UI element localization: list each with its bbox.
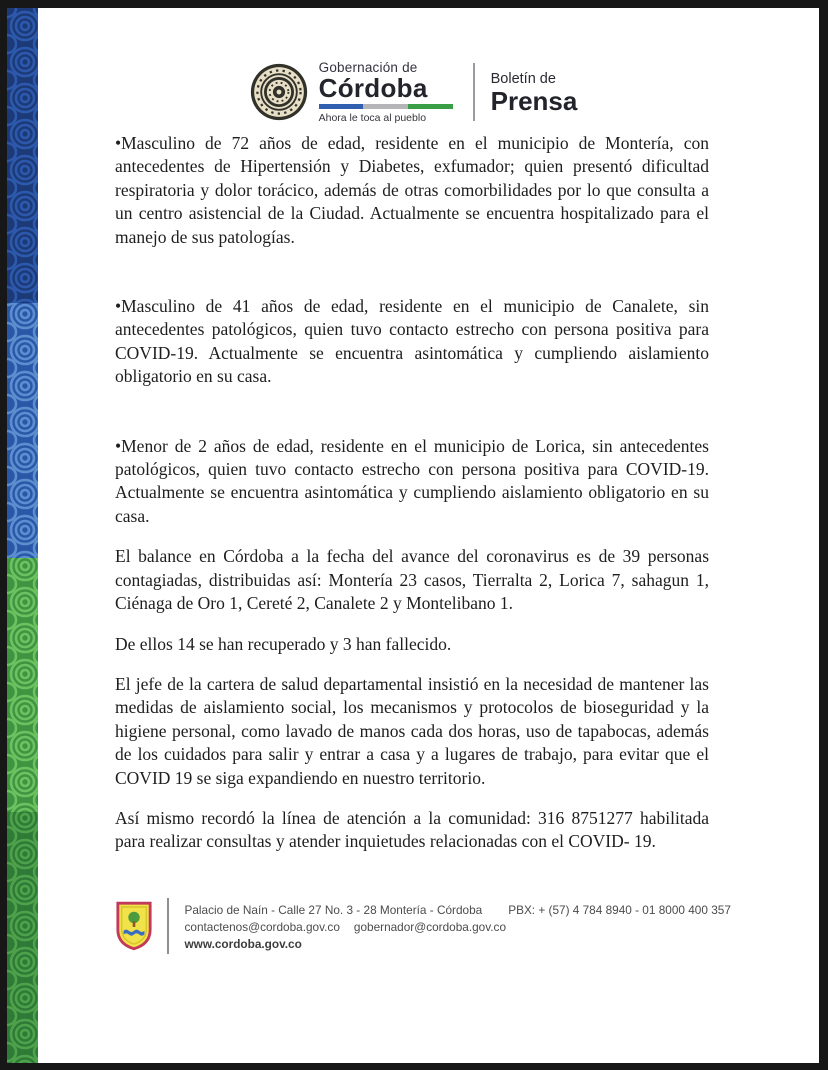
org-line1: Gobernación de [318,60,418,75]
decorative-side-band [7,8,38,1063]
tricolor-green-segment [408,104,453,109]
footer [115,898,819,954]
paragraph-recovered: De ellos 14 se han recuperado y 3 han fallecido. [115,633,452,654]
cordoba-crest-icon [115,900,153,952]
paragraph-balance: El balance en Córdoba a la fecha del avance del coronavirus es de 39 personas contagiadas, distribuidas así: Montería 23 casos, Tierralta 2, Lorica 7, sahagun 1, Ciénaga de Oro 1, Cereté 2, Canalete 2 y Montelibano 1. [115,546,709,614]
header [7,8,819,124]
bulletin-title [491,69,578,115]
governorate-logo [249,60,453,124]
paragraph-case-1: •Masculino de 72 años de edad, residente en el municipio de Montería, con antecedentes de Hipertensión y Diabetes, exfumador; quien presentó dificultad respiratoria y dolor torácico, además de otras comorbilidades por lo que consulta a un centro asistencial de la Ciudad. Actualmente se encuentra hospitalizado para el manejo de sus patologías. [115,133,709,247]
footer-text [185,898,731,953]
org-name: Córdoba [318,73,428,103]
paragraph-hotline: Así mismo recordó la línea de atención a la comunidad: 316 8751277 habilitada para realizar consultas y atender inquietudes relacionadas con el COVID- 19. [115,807,709,852]
org-tagline: Ahora le toca al pueblo [318,112,427,124]
governorate-seal-icon [249,62,309,122]
footer-email-line [185,919,731,936]
document-page [7,8,819,1063]
footer-address-line [185,902,731,919]
footer-email-governor: gobernador@cordoba.gov.co [353,919,506,934]
tricolor-bar [319,104,453,109]
footer-address: Palacio de Naín - Calle 27 No. 3 - 28 Montería - Córdoba [184,902,483,917]
header-divider [473,63,475,121]
paragraph-case-2: •Masculino de 41 años de edad, residente en el municipio de Canalete, sin antecedentes patológicos, quien tuvo contacto estrecho con persona positiva para COVID-19. Actualmente se encuentra asintomática y cumpliendo aislamiento obligatorio en su casa. [115,296,709,387]
document-body [115,132,709,854]
tricolor-blue-segment [319,104,364,109]
paragraph-case-3: •Menor de 2 años de edad, residente en el municipio de Lorica, sin antecedentes patológicos, quien tuvo contacto estrecho con persona positiva para COVID-19. Actualmente se encuentra asintomática y cumpliendo aislamiento obligatorio en su casa. [115,435,709,526]
footer-pbx: PBX: + (57) 4 784 8940 - 01 8000 400 357 [508,902,731,917]
bulletin-line1: Boletín de [490,71,556,87]
footer-divider [167,898,169,954]
tricolor-gray-segment [363,104,408,109]
bulletin-line2: Prensa [490,86,578,116]
footer-email-contact: contactenos@cordoba.gov.co [184,919,340,934]
governorate-wordmark [319,60,453,124]
footer-website: www.cordoba.gov.co [184,936,302,951]
paragraph-health-chief: El jefe de la cartera de salud departamental insistió en la necesidad de mantener las medidas de aislamiento social, los mecanismos y protocolos de bioseguridad y la higiene personal, como lavado de manos cada dos horas, uso de tapabocas, además de los cuidados para salir y entrar a casa y a lugares de trabajo, para evitar que el COVID 19 se siga expandiendo en nuestro territorio. [115,673,709,788]
